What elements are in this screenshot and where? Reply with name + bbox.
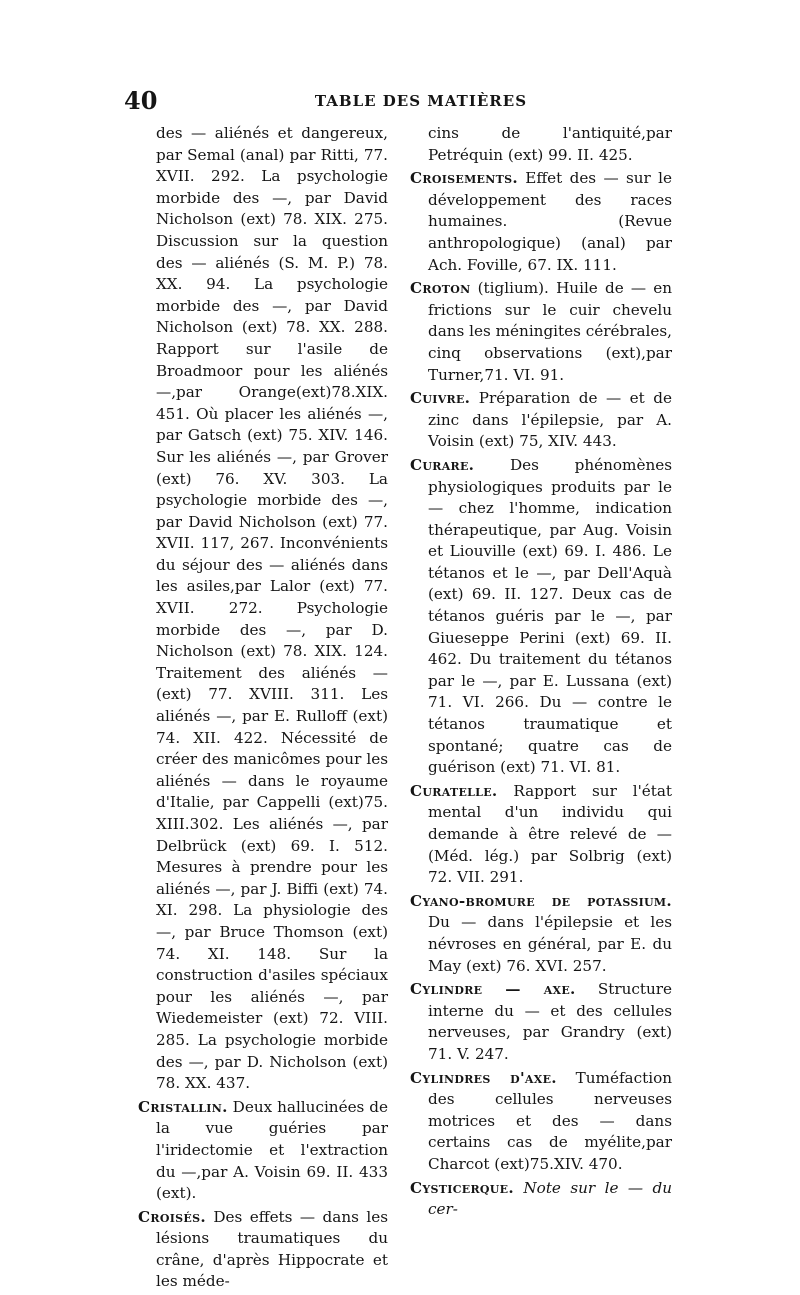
entry-heading: Croisements.: [410, 169, 518, 188]
entry-heading: Croisés.: [138, 1207, 206, 1226]
entry-text: Structure interne du — et des cellules nerveuses, par Grandry (ext) 71. V. 247.: [428, 980, 672, 1063]
entry-heading: Cuivre.: [410, 389, 471, 408]
entry-heading: Cristallin.: [138, 1097, 228, 1116]
index-entry: [410, 979, 672, 1065]
entry-text: Du — dans l'épilepsie et les névroses en général, par E. du May (ext) 76. XVI. 257.: [428, 913, 672, 975]
index-entry-continuation: [410, 123, 672, 166]
entry-heading: Cylindre — axe.: [410, 980, 576, 999]
entry-text: Des phénomènes physiologiques produits par le — chez l'homme, indication thérapeutique, par Aug. Voisin et Liouville (ext) 69. I. 486. Le tétanos et le —, par Dell'Aquà (ext) 69. II. 127. Deux cas de tétanos guéris par le —, par Giueseppe Perini (ext) 69. II. 462. Du traitement du tétanos par le —, par E. Lussana (ext) 71. VI. 266. Du — contre le tétanos traumatique et spontané; quatre cas de guérison (ext) 71. VI. 81.: [428, 455, 673, 777]
index-entry: [410, 1068, 672, 1176]
entry-heading: Cyano-bromure de potassium.: [410, 891, 672, 910]
index-entry: [410, 388, 672, 453]
page-number: 40: [124, 86, 158, 115]
index-entry: [410, 891, 672, 977]
entry-text: Effet des — sur le développement des races humaines. (Revue anthropologique) (anal) par Ach. Foville, 67. IX. 111.: [428, 169, 673, 274]
entry-text: Note sur le — du cer-: [428, 1178, 672, 1219]
entry-text: (tiglium). Huile de — en frictions sur le cuir chevelu dans les méningites cérébrales, cinq observations (ext),par Turner,71. VI. 91.: [428, 279, 673, 384]
index-entry: [410, 278, 672, 386]
page-header: [124, 86, 684, 116]
index-entry: [410, 781, 672, 889]
entry-text: Des effets — dans les lésions traumatiques du crâne, d'après Hippocrate et les méde-: [156, 1207, 388, 1291]
entry-text: des — aliénés et dangereux, par Semal (anal) par Ritti, 77. XVII. 292. La psychologie morbide des —, par David Nicholson (ext) 78. XIX. 275. Discussion sur la question des — aliénés (S. M. P.) 78. XX. 94. La psychologie morbide des —, par David Nicholson (ext) 78. XX. 288. Rapport sur l'asile de Broadmoor pour les aliénés—,par Orange(ext)78.XIX. 451. Où placer les aliénés —, par Gatsch (ext) 75. XIV. 146. Sur les aliénés —, par Grover (ext) 76. XV. 303. La psychologie morbide des —, par David Nicholson (ext) 77. XVII. 117, 267. Inconvénients du séjour des — aliénés dans les asiles,par Lalor (ext) 77. XVII. 272. Psychologie morbide des —, par D. Nicholson (ext) 78. XIX. 124. Traitement des aliénés — (ext) 77. XVIII. 311. Les aliénés —, par E. Rulloff (ext) 74. XII. 422. Nécessité de créer des manicômes pour les aliénés — dans le royaume d'Italie, par Cappelli (ext)75. XIII.302. Les aliénés —, par Delbrück (ext) 69. I. 512. Mesures à prendre pour les aliénés —, par J. Biffi (ext) 74. XI. 298. La physiologie des —, par Bruce Thomson (ext) 74. XI. 148. Sur la construction d'asiles spéciaux pour les aliénés —, par Wiedemeister (ext) 72. VIII. 285. La psychologie morbide des —, par D. Nicholson (ext) 78. XX. 437.: [156, 124, 388, 1093]
entry-heading: Croton: [410, 279, 471, 298]
left-column: [138, 123, 388, 1295]
entry-heading: Cysticerque.: [410, 1178, 514, 1197]
entry-heading: Cylindres d'axe.: [410, 1068, 557, 1087]
entry-heading: Curare.: [410, 455, 475, 474]
entry-text: Tuméfaction des cellules nerveuses motrices et des — dans certains cas de myélite,par Charcot (ext)75.XIV. 470.: [428, 1068, 673, 1173]
index-entry: [410, 1178, 672, 1221]
entry-text: Rapport sur l'état mental d'un individu qui demande à être relevé de — (Méd. lég.) par Solbrig (ext) 72. VII. 291.: [428, 781, 672, 887]
entry-heading: Curatelle.: [410, 781, 498, 800]
index-entry: [410, 168, 672, 276]
index-entry: [138, 1207, 388, 1293]
entry-text: cins de l'antiquité,par Petréquin (ext) 99. II. 425.: [428, 124, 672, 164]
index-entry-continuation: [138, 123, 388, 1095]
entry-text: Deux hallucinées de la vue guéries par l'iridectomie et l'extraction du —,par A. Voisin 69. II. 433 (ext).: [156, 1097, 389, 1203]
entry-text: Préparation de — et de zinc dans l'épilepsie, par A. Voisin (ext) 75, XIV. 443.: [428, 389, 672, 451]
index-entry: [410, 455, 672, 779]
right-column: [410, 123, 672, 1223]
running-title: TABLE DES MATIÈRES: [314, 92, 528, 110]
index-entry: [138, 1097, 388, 1205]
